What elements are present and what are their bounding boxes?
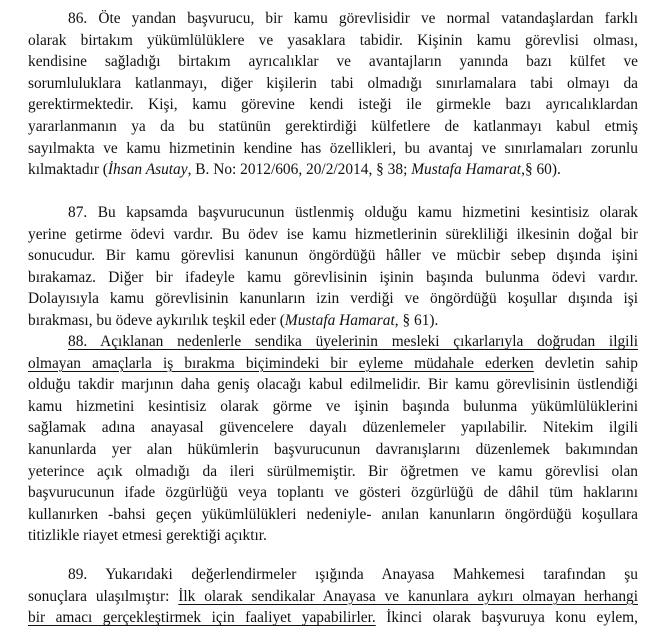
text-line: 89. Yukarıdaki değerlendirmeler ışığında Anayasa Mahkemesi tarafından şu xyxy=(68,566,638,583)
text-line xyxy=(28,331,638,353)
text-line: sorumluluklara katlanmayı, diğer kişilerin tabi olmadığı sınırlamalara tabi olmayı da xyxy=(28,74,638,92)
text-line: başvurucunun ifade özgürlüğü veya toplantı ve gösteri özgürlüğü de dâhil tüm haklarını xyxy=(28,484,638,502)
paragraph-88 xyxy=(28,331,638,547)
case-name: Mustafa Hamarat xyxy=(411,161,522,179)
text-line: kamu hizmetini kesintisiz olarak görme ve işinin başında bulunma yükümlülüklerini xyxy=(28,397,638,415)
text-line: kendisine sağladığı birtakım ayrıcalıklar ve avantajların yanında bazı külfet ve xyxy=(28,53,638,71)
text-line xyxy=(28,353,638,375)
text-run: ,§ 60). xyxy=(521,161,561,179)
text-run: , § 61). xyxy=(394,311,439,329)
text-line: sonucudur. Bir kamu görevlisi kanunun öngördüğü hâller ve mücbir sebep dışında işini xyxy=(28,247,638,265)
text-line: kullanırken -bahsi geçen yükümlülükleri nedeniyle- anılan kanunların öngördüğü koşullara xyxy=(28,505,638,523)
text-line xyxy=(28,586,638,608)
text-run: kılmaktadır ( xyxy=(28,161,108,179)
text-run: bırakması, bu ödeve aykırılık teşkil eder ( xyxy=(28,311,285,329)
text-run: , B. No: 2012/606, 20/2/2014, § 38; xyxy=(187,161,412,179)
text-run: İkinci olarak başvuruya konu eylem, xyxy=(375,609,638,627)
text-line xyxy=(28,159,638,181)
text-line: titizlikle riayet etmesi gerektiği açıktır. xyxy=(28,527,267,545)
case-name: Mustafa Hamarat xyxy=(284,311,395,329)
text-line xyxy=(28,310,638,332)
text-line: 86. Öte yandan başvurucu, bir kamu görevlisidir ve normal vatandaşlardan farklı xyxy=(68,10,638,27)
underlined-text: 88. Açıklanan nedenlerle sendika üyelerinin mesleki çıkarlarıyla doğrudan ilgili xyxy=(68,333,638,350)
text-run: sonuçlara ulaşılmıştır: xyxy=(28,587,179,605)
text-line: sayılmakta ve kamu hizmetinin kendine has özellikleri, bu avantaj ve sınırlamaları zorunlu xyxy=(28,139,638,157)
text-line: bırakamaz. Diğer bir ifadeyle kamu görevlisinin işinin başında bulunma ödevi vardır. xyxy=(28,268,638,286)
underlined-text: olmayan amaçlarla iş bırakma biçimindeki bir eyleme müdahale ederken xyxy=(28,354,534,372)
text-line: sağlamak adına anayasal güvencelere dayalı düzenlemeler yapılabilir. Nitekim ilgili xyxy=(28,419,638,437)
text-line: kanunlarda yer alan hükümlerin başvurucunun davranışlarını düzenlemek bakımından xyxy=(28,440,638,458)
text-line: yerine getirme ödevi vardır. Bu ödev ise kamu hizmetlerinin sürekliliği ilkesinin doğal bir xyxy=(28,225,638,243)
paragraph-89 xyxy=(28,564,638,629)
text-line: yeterince açık olmadığı da ileri sürülmemiştir. Bir öğretmen ve kamu görevlisi olan xyxy=(28,462,638,480)
case-name: İhsan Asutay xyxy=(107,161,188,179)
text-line: olarak birtakım yükümlülüklere ve yasaklara tabidir. Kişinin kamu görevlisi olması, xyxy=(28,31,638,49)
text-line xyxy=(28,607,638,629)
text-line: gerektirmektedir. Kişi, kamu görevine kendi isteği ile girmekle bazı ayrıcalıklardan xyxy=(28,96,638,114)
paragraph-86 xyxy=(28,8,638,181)
text-run: devletin sahip xyxy=(533,354,638,372)
underlined-text: İlk olarak sendikalar Anayasa ve kanunlara aykırı olmayan herhangi xyxy=(178,587,638,605)
text-line: olduğu takdir marjının daha geniş olacağı kabul edilmelidir. Bir kamu görevlisinin üstlendiği xyxy=(28,376,638,394)
underlined-text: bir amacı gerçekleştirmek için faaliyet yapabilirler. xyxy=(28,609,376,627)
paragraph-87 xyxy=(28,202,638,332)
text-line: Dolayısıyla kamu görevlisinin kanunların izin verdiği ve öngördüğü koşullar dışında işi xyxy=(28,290,638,308)
text-line: 87. Bu kapsamda başvurucunun üstlenmiş olduğu kamu hizmetini kesintisiz olarak xyxy=(68,204,638,221)
text-line: yararlanmanın ya da bu statünün gerektirdiği külfetlere de katlanmayı kabul etmiş xyxy=(28,117,638,135)
